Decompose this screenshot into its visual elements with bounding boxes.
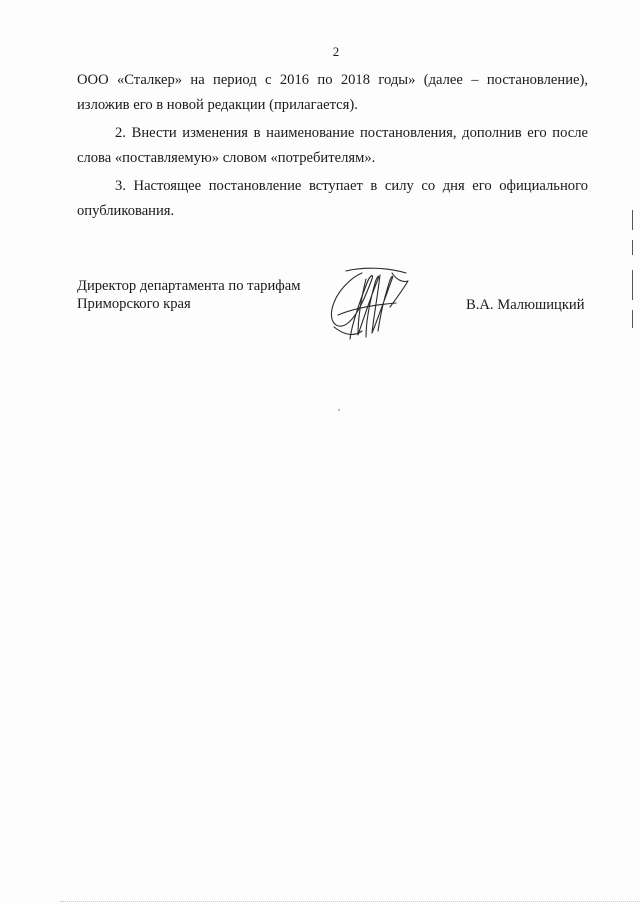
scan-speck <box>338 409 340 411</box>
paragraph-line: 3. Настоящее постановление вступает в силу со дня его официального <box>115 178 588 194</box>
paragraph-continuation <box>77 68 588 118</box>
paragraph-line: слова «поставляемую» словом «потребителям». <box>77 150 376 166</box>
signer-title <box>77 277 300 313</box>
paragraph-line: ООО «Сталкер» на период с 2016 по 2018 годы» (далее – постановление), <box>77 72 588 88</box>
signer-title-line: Директор департамента по тарифам <box>77 278 301 294</box>
paragraph-line: изложив его в новой редакции (прилагается). <box>77 97 358 113</box>
paragraph-line: опубликования. <box>77 203 175 219</box>
paragraph-item-3 <box>77 174 588 224</box>
scan-edge-mark <box>631 210 634 330</box>
signer-name: В.А. Малюшицкий <box>466 297 585 313</box>
signer-title-line: Приморского края <box>77 296 191 312</box>
page-bottom-edge <box>60 901 640 903</box>
paragraph-item-2 <box>77 121 588 171</box>
handwritten-signature <box>322 265 412 347</box>
paragraph-line: 2. Внести изменения в наименование постановления, дополнив его после <box>115 125 588 141</box>
page-number: 2 <box>332 44 340 59</box>
